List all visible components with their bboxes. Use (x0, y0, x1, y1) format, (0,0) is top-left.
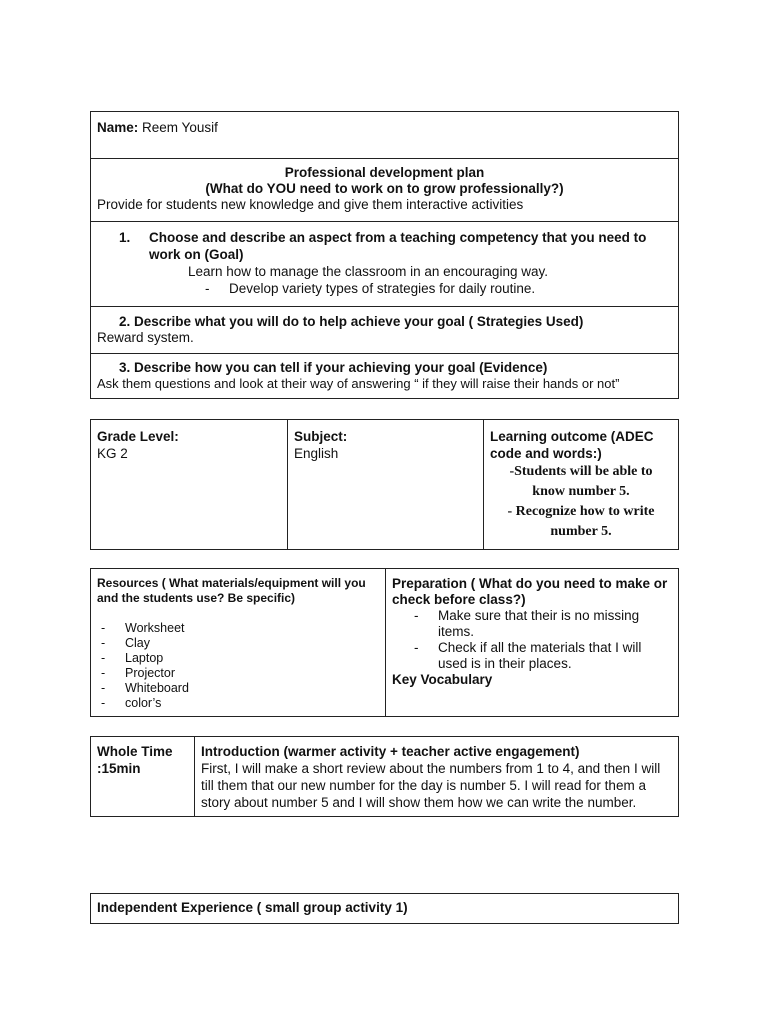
resource-item: - color’s (97, 696, 379, 711)
subject-cell (287, 420, 483, 549)
preparation-cell (385, 569, 678, 716)
time-cell (91, 737, 194, 816)
preparation-item: - Make sure that their is no missing items. (410, 608, 672, 640)
goal-row (91, 222, 678, 307)
grade-value: KG 2 (97, 446, 128, 461)
goal-answer: Learn how to manage the classroom in an encouraging way. (188, 264, 548, 279)
pd-title: Professional development plan (284, 165, 485, 180)
name-value: Reem Yousif (142, 120, 218, 135)
grade-cell (91, 420, 287, 549)
preparation-list (392, 608, 672, 672)
strategies-answer: Reward system. (97, 330, 194, 345)
key-vocabulary-label: Key Vocabulary (392, 672, 493, 687)
outcome-item-2b: number 5. (550, 524, 612, 539)
goal-number: 1. (119, 230, 131, 245)
resource-item: - Clay (97, 636, 379, 651)
introduction-text: First, I will make a short review about the numbers from 1 to 4, and then I will till them that our new number for the day is number 5. I will read for them a story about number 5 and I will show them how we can write the number. (201, 761, 661, 810)
outcome-label-line2: code and words:) (490, 446, 602, 461)
introduction-cell (194, 737, 678, 816)
outcome-cell (483, 420, 678, 549)
goal-question-line2: work on (Goal) (149, 247, 244, 262)
whole-time-label: Whole Time :15min (97, 744, 173, 776)
lesson-info-box (90, 419, 679, 550)
outcome-item-1a: -Students will be able to (509, 464, 653, 479)
strategies-question: 2. Describe what you will do to help achieve your goal ( Strategies Used) (119, 314, 584, 329)
pd-subtitle: (What do YOU need to work on to grow professionally?) (205, 181, 564, 196)
name-label: Name: (97, 120, 139, 135)
evidence-row (91, 354, 678, 398)
preparation-item: - Check if all the materials that I will used is in their places. (410, 640, 672, 672)
pd-title-row (91, 159, 678, 222)
goal-bullet-list (97, 280, 672, 297)
resource-item: - Projector (97, 666, 379, 681)
subject-label: Subject: (294, 429, 348, 444)
preparation-label: Preparation ( What do you need to make or check before class?) (392, 576, 668, 607)
resources-cell (91, 569, 385, 716)
evidence-question: 3. Describe how you can tell if your achieving your goal (Evidence) (119, 360, 548, 375)
resources-box (90, 568, 679, 717)
resources-list (97, 621, 379, 711)
outcome-label-line1: Learning outcome (ADEC (490, 429, 654, 444)
goal-bullet: - Develop variety types of strategies for daily routine. (201, 280, 672, 297)
strategies-row (91, 307, 678, 354)
subject-value: English (294, 446, 339, 461)
pd-plan-box (90, 111, 679, 399)
name-row (91, 112, 678, 159)
outcome-item-1b: know number 5. (532, 484, 630, 499)
resource-item: - Worksheet (97, 621, 379, 636)
introduction-title: Introduction (warmer activity + teacher active engagement) (201, 744, 580, 759)
evidence-answer: Ask them questions and look at their way of answering “ if they will raise their hands or not” (97, 376, 620, 391)
resources-label: Resources ( What materials/equipment will you and the students use? Be specific) (97, 576, 366, 605)
outcome-item-2a: - Recognize how to write (507, 504, 655, 519)
goal-question-line1: Choose and describe an aspect from a teaching competency that you need to (149, 230, 647, 245)
independent-experience-title: Independent Experience ( small group activity 1) (97, 900, 408, 915)
independent-experience-box (90, 893, 679, 924)
introduction-box (90, 736, 679, 817)
grade-label: Grade Level: (97, 429, 179, 444)
resource-item: - Laptop (97, 651, 379, 666)
pd-text: Provide for students new knowledge and give them interactive activities (97, 197, 524, 212)
resource-item: - Whiteboard (97, 681, 379, 696)
